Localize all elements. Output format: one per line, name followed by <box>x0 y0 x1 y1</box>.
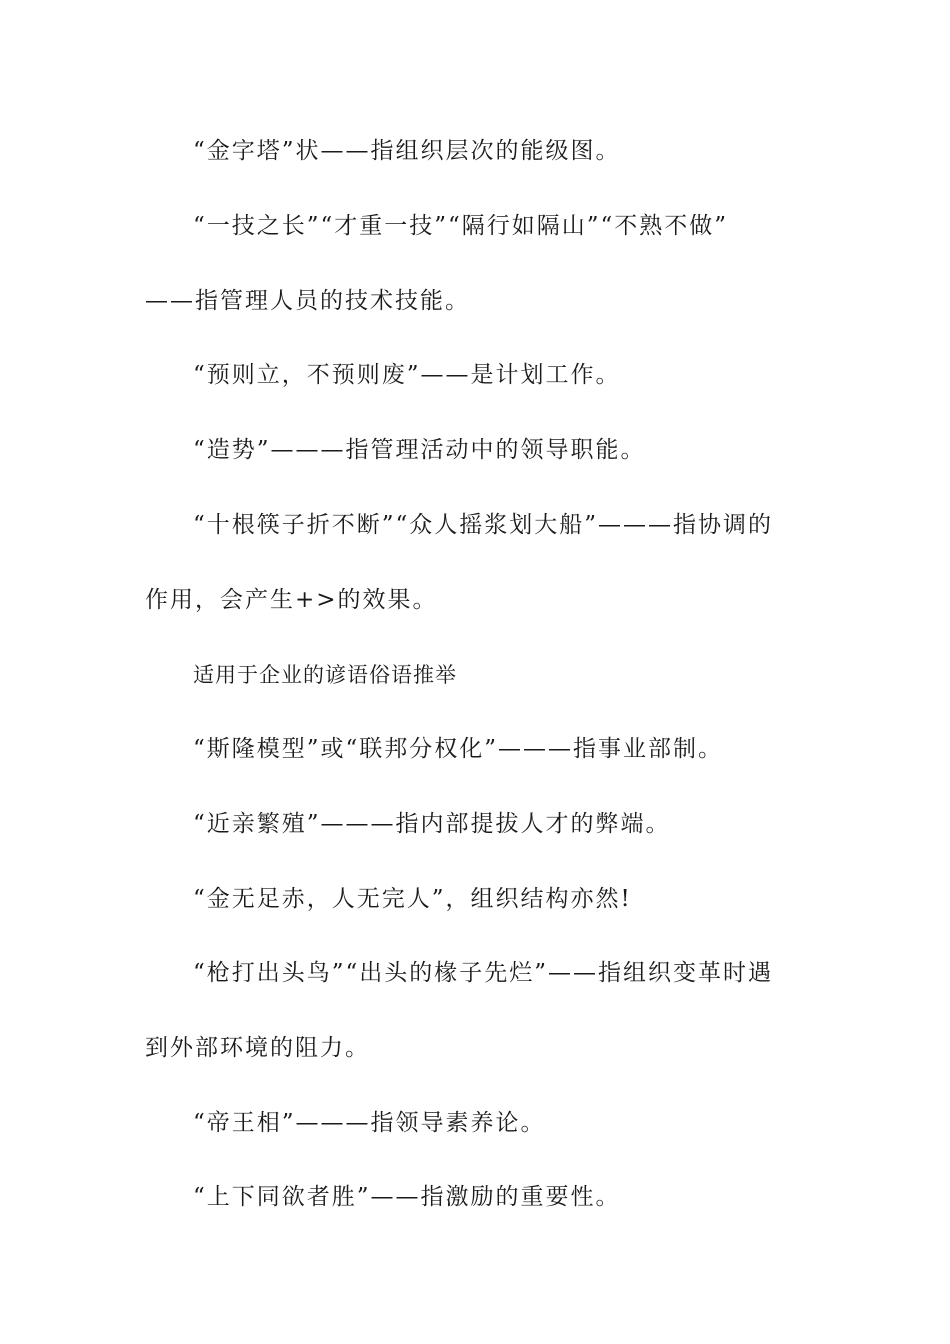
text-line: “帝王相”———指领导素养论。 <box>193 1110 546 1136</box>
text-line: “金无足赤，人无完人”，组织结构亦然! <box>193 886 632 912</box>
text-line: “一技之长”“才重一技”“隔行如隔山”“不熟不做” <box>193 213 729 239</box>
text-line: “造势”———指管理活动中的领导职能。 <box>193 437 646 463</box>
text-line: “十根筷子折不断”“众人摇浆划大船”———指协调的 <box>193 512 774 538</box>
text-line: “预则立，不预则废”——是计划工作。 <box>193 362 621 388</box>
text-line: “近亲繁殖”———指内部提拔人才的弊端。 <box>193 811 671 837</box>
text-line: “金字塔”状——指组织层次的能级图。 <box>193 138 621 164</box>
text-line: “斯隆模型”或“联邦分权化”———指事业部制。 <box>193 736 724 762</box>
text-line: ——指管理人员的技术技能。 <box>145 288 470 314</box>
text-line: 到外部环境的阻力。 <box>145 1035 370 1061</box>
text-line: “上下同欲者胜”——指激励的重要性。 <box>193 1184 621 1210</box>
section-heading: 适用于企业的谚语俗语推举 <box>193 663 457 687</box>
text-line: “枪打出头鸟”“出头的椽子先烂”——指组织变革时遇 <box>193 960 774 986</box>
text-line: 作用，会产生+>的效果。 <box>145 587 438 613</box>
